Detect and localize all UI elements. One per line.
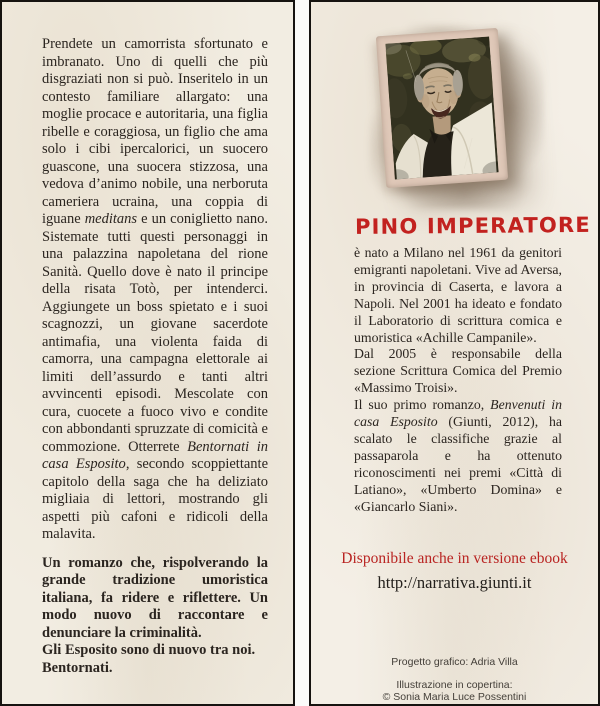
author-name: PINO IMPERATORE [354,212,591,239]
blurb-welcome-line: Bentornati. [42,659,113,676]
bio-paragraph-1: è nato a Milano nel 1961 da genitori emigranti napoletani. Vive ad Aversa, in provincia di Caserta, e lavora a Napoli. Nel 2001 ha ideato e fondato il Laboratorio di scrittura comica e umoristica «Achille Campanile». [354,245,562,345]
credit-illustration-author: © Sonia Maria Luce Possentini [382,691,527,703]
credit-illustration-label: Illustrazione in copertina: [396,678,513,691]
bio-paragraph-2: Dal 2005 è responsabile della sezione Scrittura Comica del Premio «Massimo Troisi». [354,346,562,396]
credit-graphic-design: Progetto grafico: Adria Villa [391,656,518,668]
bio-paragraph-3: Il suo primo romanzo, Benvenuti in casa Esposito (Giunti, 2012), ha scalato le classifiche grazie al passaparola e ha ottenuto riconoscimenti nei premi «Città di Latiano», «Umberto Domina» e «Giancarlo Siani». [354,397,562,514]
left-flap-panel [0,0,295,706]
author-photo [385,37,498,180]
book-blurb [42,36,268,677]
ebook-availability-notice: Disponibile anche in versione ebook [341,550,568,567]
blurb-paragraph: Prendete un camorrista sfortunato e imbranato. Uno di quelli che più disgraziati non si può. Inseritelo in un contesto familiare allargato: una moglie procace e autoritaria, una figlia ribelle e coraggiosa, un figlio che ama solo i cibi ipercalorici, un suocero guascone, una suocera stizzosa, una vedova d’animo nobile, una nerboruta cameriera ucraina, una coppia di iguane meditans e un coniglietto nano. Sistemate tutti questi personaggi in una palazzina napoletana del rione Sanità. Quello dove è nato il principe della risata Totò, per intenderci. Aggiungete un boss spietato e i suoi scagnozzi, un giovane sacerdote antimafia, una violenta faida di camorra, una campagna elettorale ai limiti dell’assurdo e tanti altri avvincenti episodi. Mescolate con cura, cuocete a fuoco vivo e condite con abbondanti spruzzate di comicità e commozione. Otterrete Bentornati in casa Esposito, secondo scoppiettante capitolo della saga che ha deliziato migliaia di lettori, mostrando gli aspetti più cafoni e ridicoli della malavita. [42,36,269,542]
author-photo-frame [376,28,508,188]
blurb-return-line: Gli Esposito sono di nuovo tra noi. [42,642,256,658]
author-bio [354,245,562,516]
publisher-url: http://narrativa.giunti.it [377,573,532,592]
right-flap-panel [309,0,600,706]
blurb-bold-paragraph: Un romanzo che, rispolverando la grande tradizione umoristica italiana, fa ridere e riflettere. Un modo nuovo di raccontare e denunciare la criminalità. [42,554,268,641]
credits-block [311,656,598,704]
